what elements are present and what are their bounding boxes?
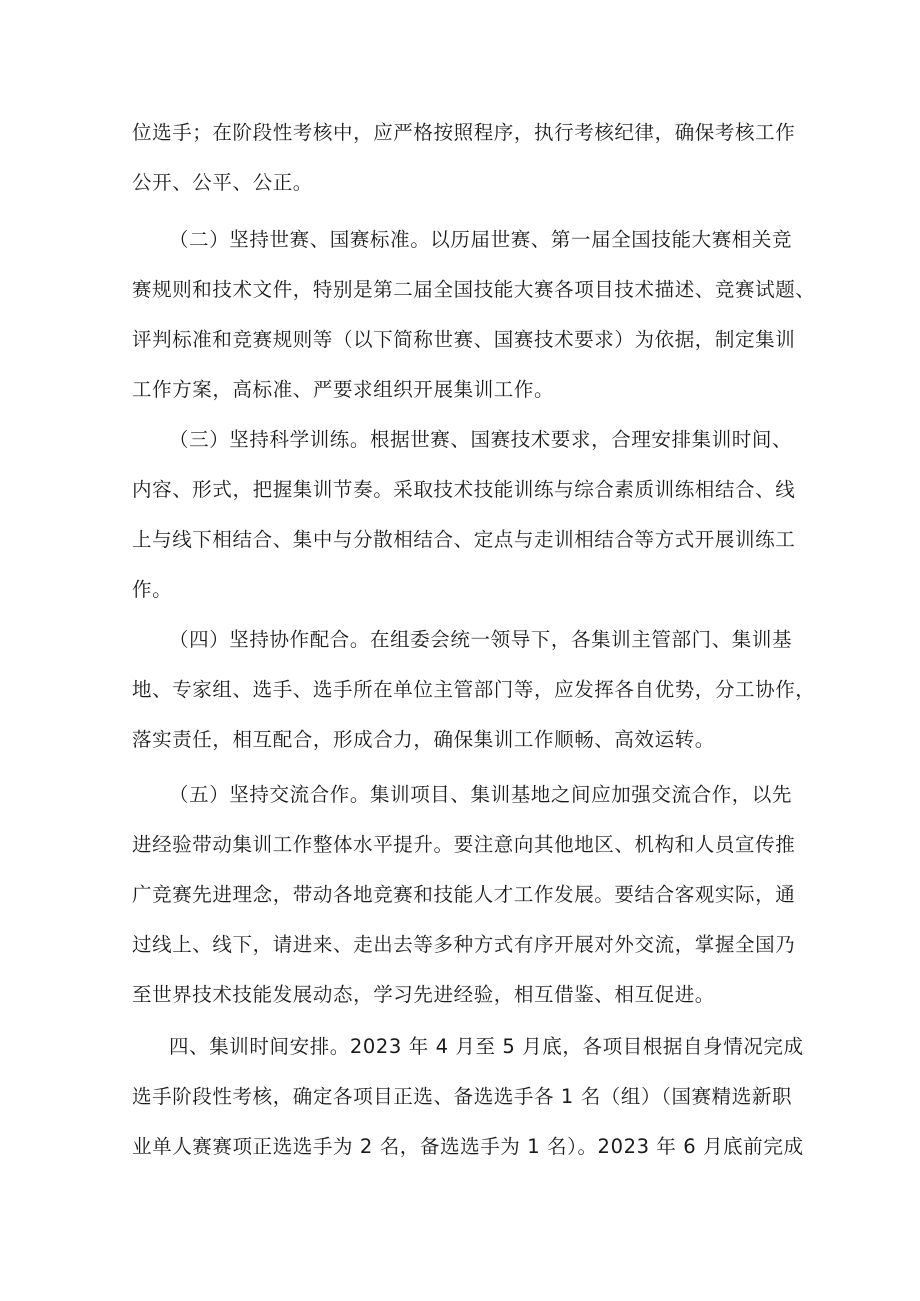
text-line: 广竞赛先进理念，带动各地竞赛和技能人才工作发展。要结合客观实际，通 [132,883,796,906]
text-line: 赛规则和技术文件，特别是第二届全国技能大赛各项目技术描述、竞赛试题、 [132,278,816,301]
text-line: （三）坚持科学训练。根据世赛、国赛技术要求，合理安排集训时间、 [169,428,793,451]
paragraph-schedule [132,1022,804,1172]
text-line: 至世界技术技能发展动态，学习先进经验，相互借鉴、相互促进。 [132,983,715,1006]
text-line: 进经验带动集训工作整体水平提升。要注意向其他地区、机构和人员宣传推 [132,833,796,856]
text-line: 评判标准和竞赛规则等（以下简称世赛、国赛技术要求）为依据，制定集训 [132,328,796,351]
text-line: 地、专家组、选手、选手所在单位主管部门等，应发挥各自优势，分工协作， [132,678,816,701]
text-line: 位选手；在阶段性考核中，应严格按照程序，执行考核纪律，确保考核工作 [132,121,796,144]
text-line: 过线上、线下，请进来、走出去等多种方式有序开展对外交流，掌握全国乃 [132,933,796,956]
text-line: （五）坚持交流合作。集训项目、集训基地之间应加强交流合作，以先 [169,783,793,806]
text-line: 作。 [132,578,173,601]
text-line: 选手阶段性考核，确定各项目正选、备选选手各 1 名（组）（国赛精选新职 [132,1085,793,1108]
paragraph-standards [132,215,816,415]
paragraph-scientific-training [132,415,797,615]
text-line: 内容、形式，把握集训节奏。采取技术技能训练与综合素质训练相结合、线 [132,478,796,501]
text-line: （四）坚持协作配合。在组委会统一领导下，各集训主管部门、集训基 [169,628,793,651]
paragraph-exchange [132,770,797,1020]
text-line: 四、集训时间安排。2023 年 4 月至 5 月底，各项目根据自身情况完成 [169,1035,804,1058]
text-line: 落实责任，相互配合，形成合力，确保集训工作顺畅、高效运转。 [132,728,715,751]
text-line: （二）坚持世赛、国赛标准。以历届世赛、第一届全国技能大赛相关竞 [169,228,793,251]
text-line: 上与线下相结合、集中与分散相结合、定点与走训相结合等方式开展训练工 [132,528,796,551]
paragraph-cooperation [132,615,816,765]
paragraph-selection-integrity [132,108,797,208]
text-line: 公开、公平、公正。 [132,171,313,194]
text-line: 工作方案，高标准、严要求组织开展集训工作。 [132,378,555,401]
text-line: 业单人赛赛项正选选手为 2 名，备选选手为 1 名）。2023 年 6 月底前完成 [132,1135,804,1158]
